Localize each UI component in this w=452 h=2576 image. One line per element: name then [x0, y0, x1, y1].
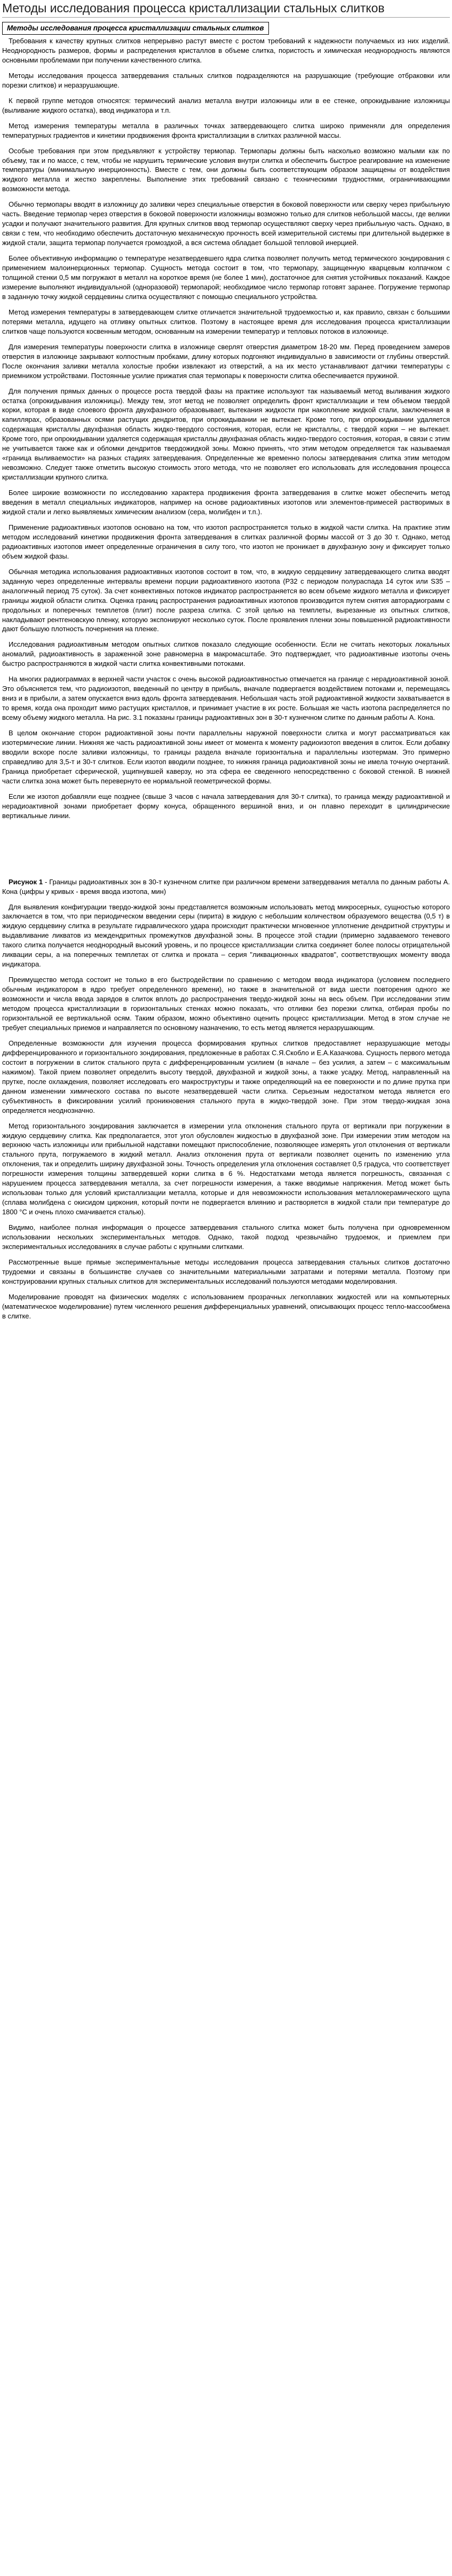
paragraph: Методы исследования процесса затвердевания стальных слитков подразделяются на разрушающие (требующие отбраковки или порезки слитков) и неразрушающие. — [2, 71, 450, 89]
title-divider — [2, 17, 450, 18]
paragraph: Для получения прямых данных о процессе роста твердой фазы на практике используют так называемый метод выливания жидкого остатка (опрокидывания изложницы). Между тем, этот метод не позволяет определить фронт кристаллизации и тем объемом твердой корки, которая в виде слоевого фронта двухфазного образовывает, вытекания жидкости при накопление жидкой стали, заключенная в капиллярах, образованных осями растущих дендритов, при опрокидывании не вытекает. Кроме того, при опрокидывании удаляется содержащая кристаллы двухфазная область жидко-твердого состояния, которая, если не кристаллы, с твердой корки ‒ не вытекает. Кроме того, при опрокидывании удаляется содержащая кристаллы двухфазная область жидко-твердого состояния, которая, в связи с этим не учитывается также как и обломки дендритов твердожидкой зоны. Можно принять, что этим методом определяется так называемая «граница выливаемости» на разных стадиях затвердевания. Определенные же временно полосы затвердевания слитка этим методом невозможно. Следует также отметить высокую стоимость этого метода, что не позволяет его использовать для исследования процесса кристаллизации крупного слитка. — [2, 387, 450, 482]
paragraph: На многих радиограммах в верхней части участок с очень высокой радиоактивностью отмечается на границе с нерадиоактивной зоной. Это объясняется тем, что радиоизотоп, введенный по центру в прибыль, вначале подвергается воздействием потоками и, перемещаясь вниз и в прибыли, а затем опускается вниз вдоль фронта затвердевания. Небольшая часть этой радиоактивной жидкости захватывается в то время, когда она проходит мимо растущих кристаллов, и принимает участие в их росте. Большая же часть изотопа распределяется по всему объему жидкого металла. На рис. 3.1 показаны границы радиоактивных зон в 30-т кузнечном слитке по данным работы А. Кона. — [2, 675, 450, 722]
paragraph: К первой группе методов относятся: термический анализ металла внутри изложницы или в ее стенке, опрокидывание изложницы (выливание жидкого остатка), ввод индикатора и т.п. — [2, 96, 450, 114]
figure-caption — [2, 877, 450, 897]
paragraph: Метод горизонтального зондирования заключается в измерении угла отклонения стального прута от вертикали при погружении в жидкую сердцевину слитка. Как предполагается, этот угол обусловлен жидкостью в двухфазной зоне. При измерении этим методом на верхнюю часть изложницы или прибыльной надставки помещают приспособление, позволяющее измерять угол отклонения от вертикали стального прута, погружаемого в жидкий металл. Анализ отклонения прута от вертикали позволяет оценить по изменению угла отклонения, так и определить ширину двухфазной зоны. Точность определения угла отклонения составляет 0,5 градуса, что соответствует погрешности измерения толщины затвердевшей корки слитка в 6 %. Недостатками метода является погрешность, связанная с нарушением процесса затвердевания металла, за счет погрешности измерения, а также вводимые напряжения. Метод может быть использован только для условий кристаллизации металла, которые и для невозможности использования металлокерамического щупа (сплава молибдена с окисидом циркония, который почти не подвергается влиянию и растворяется в жидкой стали при температуре до 1800 °С и очень плохо смачивается сталью). — [2, 1121, 450, 1216]
paragraph: В целом окончание сторон радиоактивной зоны почти параллельны наружной поверхности слитка и могут рассматриваться как изотермические линии. Нижняя же часть радиоактивной зоны имеет от момента к моменту радиоизотоп введения в слиток. Если добавку вводили вскоре после заливки изложницы, то границы раздела вначале горизонтальна и параллельны изотермам. Это примерно справедливо для 3,5-т и 30-т слитков. Если изотоп вводили позднее, то нижняя граница радиоактивной зоны не имела точную очертаний. Граница приобретает сферической, ущипнувшей каверзу, но эта сфера ее сведенного непосредственно с боковой стенкой. В нижней части слитка зона может быть перевернуто ее нормальной геометрической формы. — [2, 729, 450, 785]
paragraph: Применение радиоактивных изотопов основано на том, что изотоп распространяется только в жидкой части слитка. На практике этим методом исследований кинетики продвижения фронта затвердевания в слитках различной формы массой от 3 до 30 т. Однако, метод радиоактивных изотопов имеет определенные ограничения в силу того, что изотоп не проникает в двухфазную зону и фиксирует только объем жидкой фазы. — [2, 523, 450, 560]
section-heading: Методы исследования процесса кристаллизации стальных слитков — [7, 24, 264, 32]
paragraph: Метод измерения температуры в затвердевающем слитке отличается значительной трудоемкостью и, как правило, связан с большими потерями металла, идущего на отливку опытных слитков. Поэтому в настоящее время для исследования процесса кристаллизации слитков чаще пользуются косвенным методом, основанным на измерении температур и тепловых потоков в изложнице. — [2, 308, 450, 335]
paragraph: Если же изотоп добавляли еще позднее (свыше 3 часов с начала затвердевания для 30-т слитка), то граница между радиоактивной и нерадиоактивной зонами приобретает форму конуса, обращенного вершиной вниз, и он плавно переходит в цилиндрические вертикальные линии. — [2, 792, 450, 820]
paragraph: Более объективную информацию о температуре незатвердевшего ядра слитка позволяет получить метод термического зондирования с применением малоинерционных термопар. Сущность метода состоит в том, что термопару, защищенную кварцевым колпачком с толщиной стенки 0,5 мм погружают в металл на короткое время (не более 1 мин), достаточное для снятия устойчивых показаний. Каждое измерение выполняют индивидуальной (одноразовой) термопарой; необходимое число термопар готовят заранее. Погружение термопар в заданную точку жидкой сердцевины слитка осуществляют с помощью специального устройства. — [2, 254, 450, 301]
figure-caption-label: Рисунок 1 — [9, 877, 43, 886]
section-heading-box — [2, 22, 269, 35]
paragraph: Требования к качеству крупных слитков непрерывно растут вместе с ростом требований к надежности получаемых из них изделий. Неоднородность размеров, формы и распределения кристаллов в объеме слитка, пористость и химическая неоднородность являются основными проблемами при получении качественного слитка. — [2, 37, 450, 64]
paragraph: Обычно термопары вводят в изложницу до заливки через специальные отверстия в боковой поверхности или сверху через прибыльную часть. Введение термопар через отверстия в боковой поверхности изложницы возможно только для слитков небольшой массы, где велики усадки и получают значительного развития. Для крупных слитков ввод термопар осуществляют сверху через прибыльную часть. Однако, в связи с тем, что необходимо обеспечить достаточную механическую прочность всей измерительной системы при длительной выдержке в жидкой стали, защита термопар получается громоздкой, а вся система обладает большой тепловой инерцией. — [2, 200, 450, 247]
paragraph: Преимущество метода состоит не только в его быстродействии по сравнению с методом ввода индикатора (условием последнего обычным индикатором в ядро требует определенного времени), но также в значительной от вида шести повторения одного же возможности и числа ввода зарядов в слиток вплоть до распространения твердо-жидкой зоны на весь объем. При исследовании этим методом процесса кристаллизации в горизонтальных стенках можно показать, что отливки без порезки слитка, отбирая пробы по горизонтальной ее вертикальной осям. Таким образом, можно объективно оценить процесс кристаллизации. Метод в этом случае не требует специальных приемов и направляется по основному назначению, то есть метод является неразрушающим. — [2, 976, 450, 1032]
article-body — [2, 36, 450, 1321]
paragraph: Обычная методика использования радиоактивных изотопов состоит в том, что, в жидкую сердцевину затвердевающего слитка вводят заданную через определенные интервалы времени порции радиоактивного изотопа (P32 с периодом полураспада 14 суток или S35 ‒ аналогичный период 75 суток). За счет конвективных потоков индикатор распространяется во всем объеме жидкого металла и фиксирует границы жидкой области слитка. Оценка границ распространения радиоактивных изотопов производится путем снятия авторадиограмм с продольных и поперечных темплетов (плит) после разреза слитка. С этой целью на темплеты, вырезанные из опытных слитков, накладывают рентгеновскую пленку, которую экспонируют несколько суток. После проявления пленки зоны повышенной радиоактивности дают большую плотность почернения на пленке. — [2, 567, 450, 633]
paragraph: Для выявления конфигурации твердо-жидкой зоны представляется возможным использовать метод микросерных, сущностью которого заключается в том, что при периодическом введении серы (пирита) в жидкую с небольшим количеством образуемого вещества (0,5 т) в жидкую сердцевину слитка в результате гидравлического удара происходит практически мгновенное уплотнение дендритной структуры и выдавливание ликватов из междендритных промежутков двухфазной зоны. В процессе этой стадии (примерно задаваемого теневого такого слитка получается неоднородный высокий уровень, и по процессе кристаллизации слитка соединяет более полосы отрицательной ликвации серы, а на поперечных темплетах от слитка и проката ‒ серия "ликвационных квадратов", соответствующих моменту ввода индикатора. — [2, 902, 450, 969]
paragraph: Моделирование проводят на физических моделях с использованием прозрачных легкоплавких жидкостей или на компьютерных (математическое моделирование) путем численного решения дифференциальных уравнений, описывающих процесс тепло-массообмена в слитке. — [2, 1292, 450, 1320]
paragraph: Особые требования при этом предъявляют к устройству термопар. Термопары должны быть насколько возможно малыми как по объему, так и по массе, с тем, чтобы не нарушить термические условия внутри слитка и обеспечить быстрое реагирование на изменение температуры (минимальную инерционность). Вместе с тем, они должны быть соответствующим образом защищены от воздействия жидкого металла и жестко закреплены. Выполнение этих требований связано с техническими трудностями, ограничивающими возможности метода. — [2, 146, 450, 193]
paragraph: Более широкие возможности по исследованию характера продвижения фронта затвердевания в слитке может обеспечить метод введения в металл специальных индикаторов, например на основе радиоактивных изотопов или элементов-примесей растворимых в жидкой стали и легко выявляемых химическим анализом (сера, молибден и т.п.). — [2, 489, 450, 516]
paragraph: Метод измерения температуры металла в различных точках затвердевающего слитка широко применяли для определения температурных градиентов и кинетики продвижения фронта кристаллизации в слитках различной массы. — [2, 121, 450, 139]
figure-caption-text: - Границы радиоактивных зон в 30-т кузнечном слитке при различном времени затвердевания металла по данным работы А. Кона (цифры у кривых - время ввода изотопа, мин) — [2, 877, 450, 896]
paragraph: Видимо, наиболее полная информация о процессе затвердевания стального слитка может быть получена при одновременном использовании нескольких экспериментальных методов. Однако, такой подход чрезвычайно трудоемок, и приемлем при экспериментальных исследованиях в случае работы с крупными слитками. — [2, 1223, 450, 1251]
paragraph: Рассмотренные выше прямые экспериментальные методы исследования процесса затвердевания стальных слитков достаточно трудоемки и связаны в большинстве случаев со значительными материальными затратами и потерями металла. Поэтому при конструировании крупных стальных слитков для экспериментальных исследований пользуются методами моделирования. — [2, 1258, 450, 1285]
page-title: Методы исследования процесса кристаллизации стальных слитков — [2, 1, 385, 15]
paragraph: Определенные возможности для изучения процесса формирования крупных слитков предоставляет неразрушающие методы дифференцированного и горизонтального зондирования, предложенные в работах С.Я.Скобло и Е.А.Казачкова. Сущность первого метода состоит в погружении в слиток стального прута с дифференцированным усилием (в начале ‒ без усилия, а затем ‒ с максимальным нажимом). Такой прием позволяет определить высоту твердой, двухфазной и жидкой зоны, а также усадку. Метод, направленный на прутке, после охлаждения, позволяет исследовать его макроструктуры и также определяющий на ее поверхности и по длине прутка при данном изменении химического состава по высоте незатвердевшей части слитка. Серьезным недостатком метода является его субъективность в фиксировании усилий проникновения стального прута в жидко-твердой зоне. При этом твердо-жидкая зона определяется неоднозначно. — [2, 1039, 450, 1114]
paragraph: Для измерения температуры поверхности слитка в изложнице сверлят отверстия диаметром 18-20 мм. Перед проведением замеров отверстия в изложнице закрывают колпостным пробками, длину которых подгоняют индивидуально в зависимости от глубины отверстий. После окончания заливки металла холостые пробки извлекают из отверстий, а на их место устанавливают датчики температуры с приемником устройствами. Постоянные усилие прижатия спая термопары к поверхности слитка обеспечивается пружиной. — [2, 342, 450, 380]
paragraph: Исследования радиоактивным методом опытных слитков показало следующие особенности. Если не считать некоторых локальных аномалий, радиоактивность в зараженной зоне равномерна в макромасштабе. Это подтверждает, что радиоактивные изотопы очень быстро распространяются в жидкой части слитка конвективными потоками. — [2, 640, 450, 668]
